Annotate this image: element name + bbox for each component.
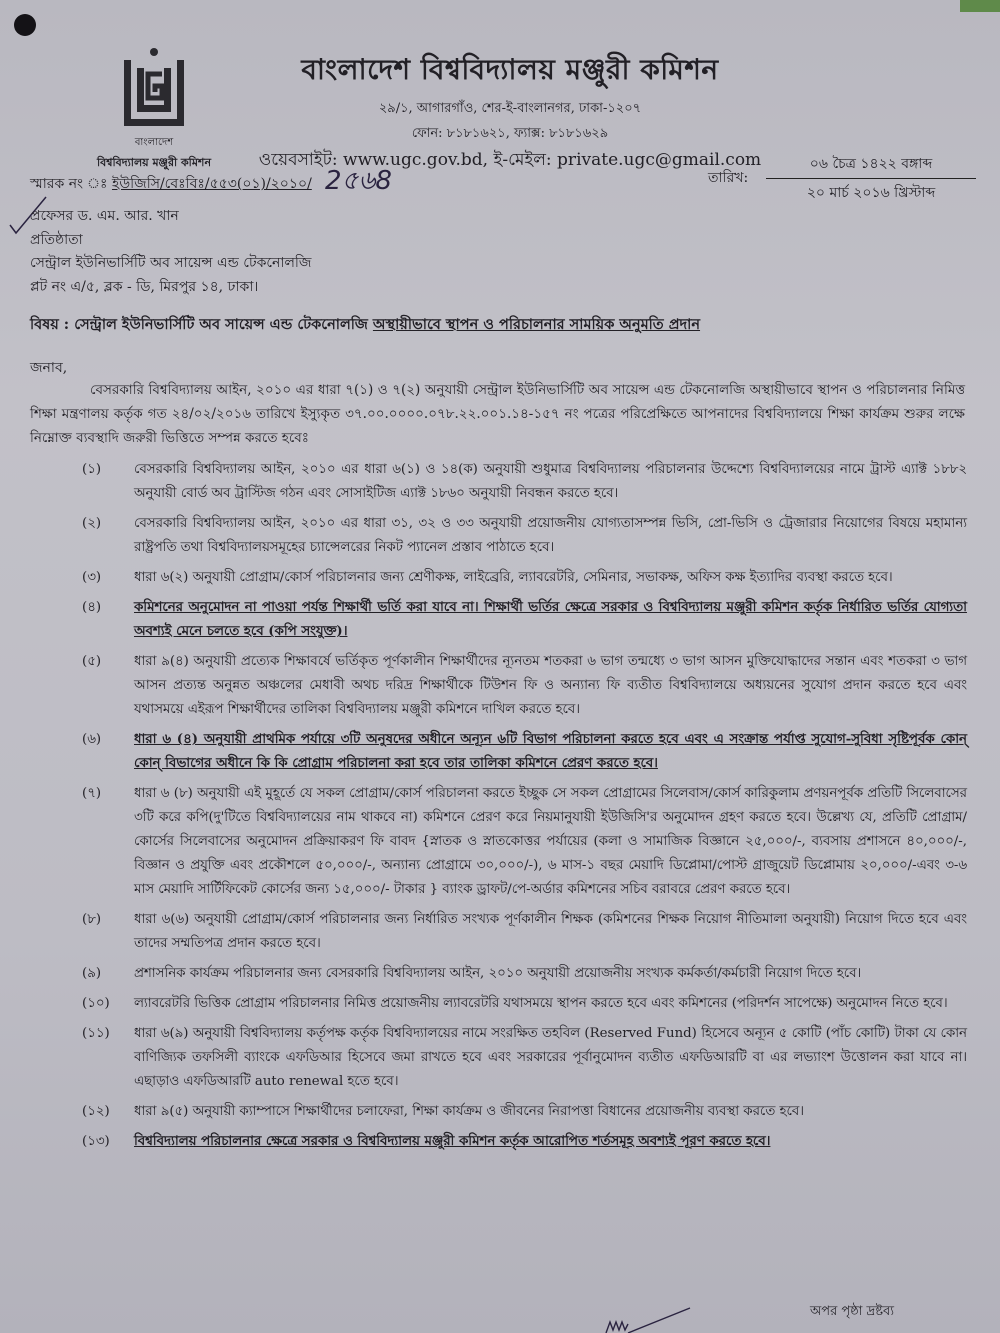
signature-icon	[598, 1300, 698, 1333]
condition-item	[82, 992, 967, 1016]
condition-number: (১৩)	[82, 1134, 110, 1149]
logo-caption-org: বিশ্ববিদ্যালয় মঞ্জুরী কমিশন	[96, 156, 212, 169]
handwritten-number: 2৫৬8	[325, 166, 392, 196]
org-name: বাংলাদেশ বিশ্ববিদ্যালয় মঞ্জুরী কমিশন	[301, 53, 719, 86]
org-address: ২৯/১, আগারগাঁও, শের-ই-বাংলানগর, ঢাকা-১২০৭	[378, 101, 642, 116]
memo-label: স্মারক নং ঃ	[30, 176, 112, 192]
date-label: তারিখ:	[708, 170, 749, 186]
recipient-block	[30, 205, 311, 299]
condition-text: ধারা ৬(৯) অনুযায়ী বিশ্ববিদ্যালয় কর্তৃপক্ষ কর্তৃক বিশ্ববিদ্যালয়ের নামে সংরক্ষিত তহবিল (Reserved Fund) হিসেবে অন্যূন ৫ কোটি (পাঁচ কোটি) টাকা যে কোন বাণিজ্যিক তফসিলী ব্যাংকে এফডিআর হিসেবে জমা রাখতে হবে এবং সরকারের পূর্বানুমোদন ব্যতীত এফডিআরটি বা এর লভ্যাংশ উত্তোলন করা যাবে না। এছাড়াও এফডিআরটি auto renewal হতে হবে।	[134, 1026, 967, 1089]
condition-number: (১০)	[82, 996, 110, 1011]
conditions-list	[82, 458, 967, 1160]
condition-text: ধারা ৬(২) অনুযায়ী প্রোগ্রাম/কোর্স পরিচালনার জন্য শ্রেণীকক্ষ, লাইব্রেরি, ল্যাবরেটরি, সেমিনার, সভাকক্ষ, অফিস কক্ষ ইত্যাদির ব্যবস্থা করতে হবে।	[134, 570, 893, 585]
punch-hole	[14, 14, 36, 36]
date-gregorian: ২০ মার্চ ২০১৬ খ্রিস্টাব্দ	[806, 185, 936, 201]
condition-number: (৯)	[82, 966, 102, 981]
condition-number: (৭)	[82, 786, 102, 801]
salutation: জনাব,	[30, 360, 68, 376]
recipient-institution: সেন্ট্রাল ইউনিভার্সিটি অব সায়েন্স এন্ড টেকনোলজি	[30, 255, 312, 271]
condition-text: ধারা ৬ (৮) অনুযায়ী এই মুহূর্তে যে সকল প্রোগ্রাম/কোর্স পরিচালনা করতে ইচ্ছুক সে সকল প্রোগ্রামের সিলেবাস/কোর্স কারিকুলাম প্রণয়নপূর্বক প্রতিটি সিলেবাসের ৩টি করে কপি(দু'টিতে বিশ্ববিদ্যালয়ের নাম থাকবে না) কমিশনে প্রেরণ করে নিয়মানুযায়ী ইউজিসি'র অনুমোদন গ্রহণ করতে হবে। উল্লেখ্য যে, প্রতিটি প্রোগ্রাম/কোর্সের সিলেবাসের অনুমোদন প্রক্রিয়াকরণ ফি বাবদ {স্নাতক ও স্নাতকোত্তর পর্যায়ের (কলা ও সামাজিক বিজ্ঞানে ২৫,০০০/-, ব্যবসায় প্রশাসনে ৪০,০০০/-, বিজ্ঞান ও প্রযুক্তি এবং প্রকৌশলে ৫০,০০০/-, অন্যান্য প্রোগ্রামে ৩০,০০০/-), ৬ মাস-১ বছর মেয়াদি ডিপ্লোমা/পোস্ট গ্রাজুয়েট ডিপ্লোমায় ২০,০০০/-এবং ৩-৬ মাস মেয়াদি সার্টিফিকেট কোর্সের জন্য ১৫,০০০/- টাকার } ব্যাংক ড্রাফট/পে-অর্ডার কমিশনের সচিব বরাবরে প্রেরণ করতে হবে।	[134, 786, 967, 897]
condition-item	[82, 458, 967, 506]
condition-item	[82, 908, 967, 956]
condition-text: ধারা ৯(৫) অনুযায়ী ক্যাম্পাসে শিক্ষার্থীদের চলাফেরা, শিক্ষা কার্যক্রম ও জীবনের নিরাপত্তা বিধানের প্রয়োজনীয় ব্যবস্থা করতে হবে।	[134, 1104, 804, 1119]
ugc-logo	[84, 46, 224, 173]
recipient-address: প্লট নং এ/৫, ব্লক - ডি, মিরপুর ১৪, ঢাকা।	[30, 278, 259, 295]
condition-item	[82, 782, 967, 902]
condition-text: বেসরকারি বিশ্ববিদ্যালয় আইন, ২০১০ এর ধারা ৬(১) ও ১৪(ক) অনুযায়ী শুধুমাত্র বিশ্ববিদ্যালয় পরিচালনার উদ্দেশ্যে বিশ্ববিদ্যালয়ের নামে ট্রাস্ট এ্যাক্ট ১৮৮২ অনুযায়ী বোর্ড অব ট্রাস্টিজ গঠন এবং সোসাইটিজ এ্যাক্ট ১৮৬০ অনুযায়ী নিবন্ধন করতে হবে।	[134, 462, 967, 501]
background-corner	[960, 0, 1000, 12]
recipient-name: প্রফেসর ড. এম. আর. খান	[30, 208, 179, 224]
memo-value: ইউজিসি/বেঃবিঃ/৫৫৩(০১)/২০১০/	[111, 176, 312, 192]
condition-text: ধারা ৬ (৪) অনুযায়ী প্রাথমিক পর্যায়ে ৩টি অনুষদের অধীনে অন্যূন ৬টি বিভাগ পরিচালনা করতে হবে এবং এ সংক্রান্ত পর্যাপ্ত সুযোগ-সুবিধা সৃষ্টিপূর্বক কোন্ কোন্ বিভাগের অধীনে কি কি প্রোগ্রাম পরিচালনা করা হবে তার তালিকা কমিশনে প্রেরণ করতে হবে।	[134, 732, 967, 771]
condition-text: কমিশনের অনুমোদন না পাওয়া পর্যন্ত শিক্ষার্থী ভর্তি করা যাবে না। শিক্ষার্থী ভর্তির ক্ষেত্রে সরকার ও বিশ্ববিদ্যালয় মঞ্জুরী কমিশন কর্তৃক নির্ধারিত ভর্তির যোগ্যতা অবশ্যই মেনে চলতে হবে (কপি সংযুক্ত)।	[134, 600, 967, 639]
subject-underlined: অস্থায়ীভাবে স্থাপন ও পরিচালনার সাময়িক অনুমতি প্রদান	[372, 316, 701, 333]
recipient-title: প্রতিষ্ঠাতা	[30, 231, 83, 248]
condition-text: বিশ্ববিদ্যালয় পরিচালনার ক্ষেত্রে সরকার ও বিশ্ববিদ্যালয় মঞ্জুরী কমিশন কর্তৃক আরোপিত শর্তসমূহ অবশ্যই পূরণ করতে হবে।	[134, 1134, 771, 1149]
condition-item	[82, 512, 967, 560]
condition-item	[82, 1022, 967, 1094]
condition-item	[82, 1130, 967, 1154]
condition-text: বেসরকারি বিশ্ববিদ্যালয় আইন, ২০১০ এর ধারা ৩১, ৩২ ও ৩৩ অনুযায়ী প্রয়োজনীয় যোগ্যতাসম্পন্ন ভিসি, প্রো-ভিসি ও ট্রেজারার নিয়োগের বিষয়ে মহামান্য রাষ্ট্রপতি তথা বিশ্ববিদ্যালয়সমূহের চ্যান্সেলরের নিকট প্যানেল প্রস্তাব পাঠাতে হবে।	[134, 516, 967, 555]
continued-note: অপর পৃষ্ঠা দ্রষ্টব্য	[810, 1304, 894, 1319]
condition-item	[82, 566, 967, 590]
subject-plain: সেন্ট্রাল ইউনিভার্সিটি অব সায়েন্স এন্ড টেকনোলজি	[74, 316, 373, 333]
condition-number: (২)	[82, 516, 102, 531]
subject-line	[30, 314, 700, 338]
condition-item	[82, 962, 967, 986]
intro-paragraph: বেসরকারি বিশ্ববিদ্যালয় আইন, ২০১০ এর ধারা ৭(১) ও ৭(২) অনুযায়ী সেন্ট্রাল ইউনিভার্সিটি অব সায়েন্স এন্ড টেকনোলজি অস্থায়ীভাবে স্থাপন ও পরিচালনার নিমিত্ত শিক্ষা মন্ত্রণালয় কর্তৃক গত ২৪/০২/২০১৬ তারিখে ইস্যুকৃত ৩৭.০০.০০০০.০৭৮.২২.০০১.১৪-১৫৭ নং পত্রের পরিপ্রেক্ষিতে আপনাদের বিশ্ববিদ্যালয়ে শিক্ষা কার্যক্রম শুরুর লক্ষে নিম্নোক্ত ব্যবস্থাদি জরুরী ভিত্তিতে সম্পন্ন করতে হবেঃ	[30, 382, 965, 446]
condition-number: (১১)	[82, 1026, 110, 1041]
ugc-logo-icon	[119, 46, 189, 131]
condition-text: প্রশাসনিক কার্যক্রম পরিচালনার জন্য বেসরকারি বিশ্ববিদ্যালয় আইন, ২০১০ অনুযায়ী প্রয়োজনীয় সংখ্যক কর্মকর্তা/কর্মচারী নিয়োগ দিতে হবে।	[134, 966, 862, 981]
condition-number: (৮)	[82, 912, 102, 927]
memo-number	[30, 172, 312, 196]
condition-number: (৩)	[82, 570, 102, 585]
condition-number: (১২)	[82, 1104, 110, 1119]
logo-caption-country: বাংলাদেশ	[134, 137, 174, 148]
condition-text: ধারা ৯(৪) অনুযায়ী প্রত্যেক শিক্ষাবর্ষে ভর্তিকৃত পূর্ণকালীন শিক্ষার্থীদের ন্যূনতম শতকরা ৬ ভাগ তন্মধ্যে ৩ ভাগ আসন মুক্তিযোদ্ধাদের সন্তান এবং শতকরা ৩ ভাগ আসন প্রত্যন্ত অনুন্নত অঞ্চলের মেধাবী অথচ দরিদ্র শিক্ষার্থীকে টিউশন ফি ও অন্যান্য ফি ব্যতীত বিশ্ববিদ্যালয়ে অধ্যয়নের সুযোগ প্রদান করতে হবে এবং যথাসময়ে এইরূপ শিক্ষার্থীদের তালিকা বিশ্ববিদ্যালয় মঞ্জুরী কমিশনে দাখিল করতে হবে।	[134, 654, 967, 717]
condition-text: ধারা ৬(৬) অনুযায়ী প্রোগ্রাম/কোর্স পরিচালনার জন্য নির্ধারিত সংখ্যক পূর্ণকালীন শিক্ষক (কমিশনের শিক্ষক নিয়োগ নীতিমালা অনুযায়ী) নিয়োগ দিতে হবে এবং তাদের সম্মতিপত্র প্রদান করতে হবে।	[134, 912, 967, 951]
date-bangla: ০৬ চৈত্র ১৪২২ বঙ্গাব্দ	[766, 152, 976, 179]
condition-item	[82, 596, 967, 644]
condition-number: (৬)	[82, 732, 102, 747]
condition-number: (৪)	[82, 600, 102, 615]
condition-item	[82, 728, 967, 776]
condition-number: (১)	[82, 462, 102, 477]
letterhead	[230, 48, 790, 175]
org-phone-fax: ফোন: ৮১৮১৬২১, ফ্যাক্স: ৮১৮১৬২৯	[411, 126, 609, 141]
condition-text: ল্যাবরেটরি ভিত্তিক প্রোগ্রাম পরিচালনার নিমিত্ত প্রয়োজনীয় ল্যাবরেটরি যথাসময়ে স্থাপন করতে হবে এবং কমিশনের (পরিদর্শন সাপেক্ষে) অনুমোদন নিতে হবে।	[134, 996, 948, 1011]
condition-item	[82, 1100, 967, 1124]
condition-number: (৫)	[82, 654, 102, 669]
condition-item	[82, 650, 967, 722]
subject-label: বিষয় :	[30, 316, 75, 333]
org-web-email: ওয়েবসাইট: www.ugc.gov.bd, ই-মেইল: private.ugc@gmail.com	[258, 150, 762, 170]
